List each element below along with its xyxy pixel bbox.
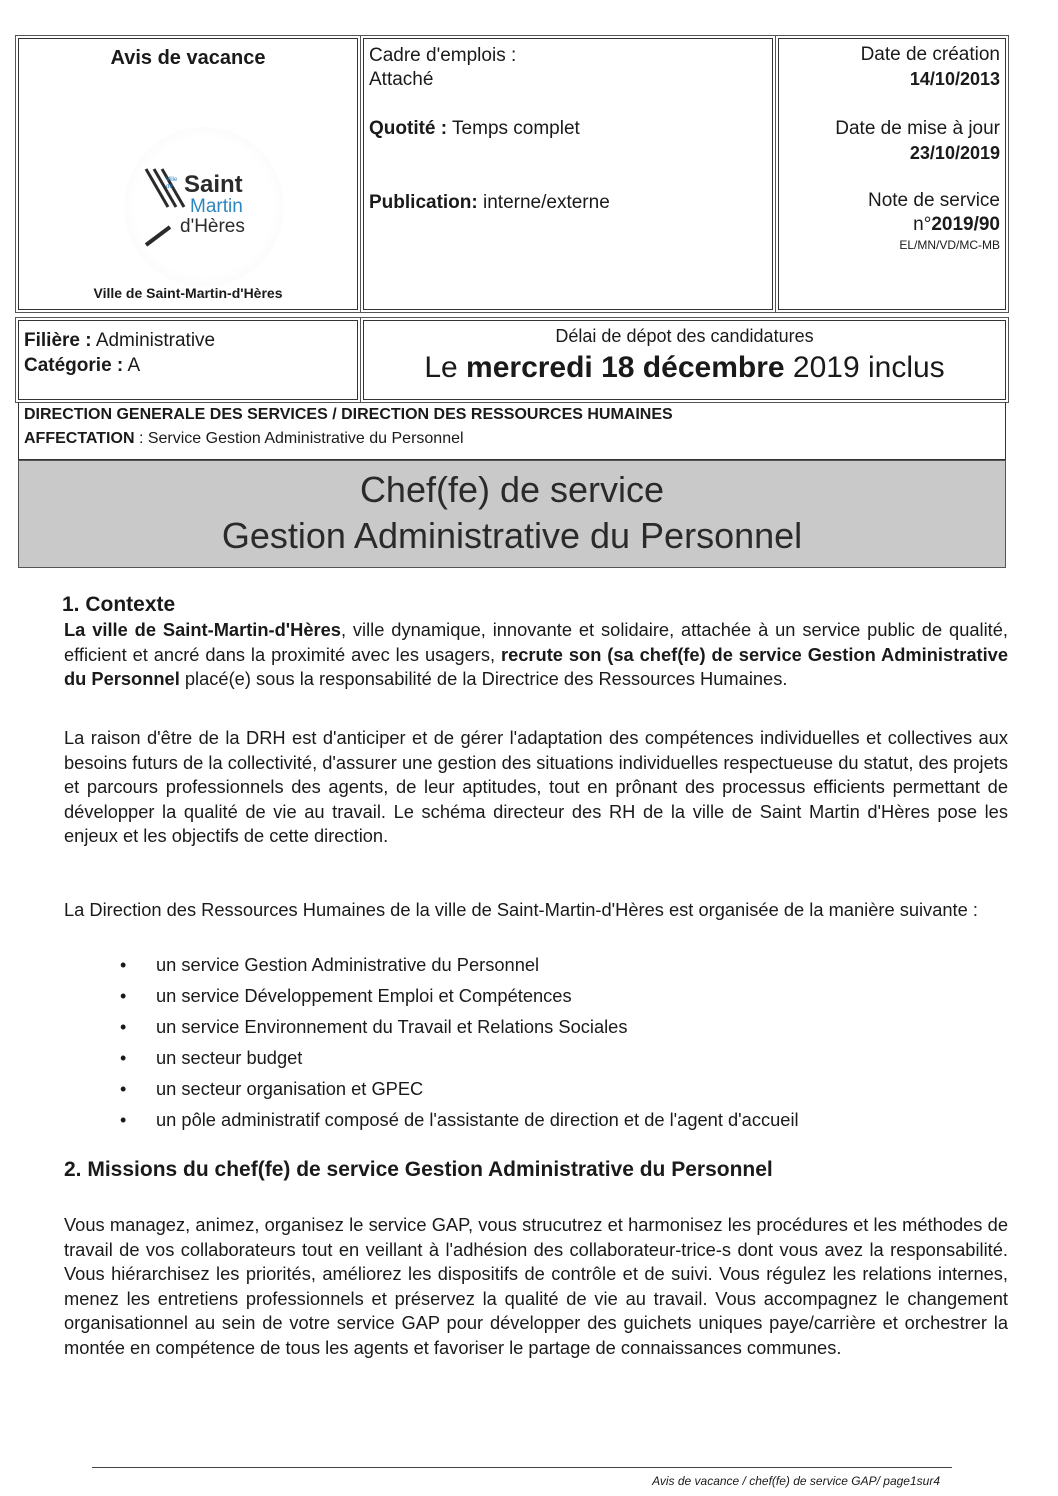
note-ref: EL/MN/VD/MC-MB (899, 238, 1000, 252)
note-number (913, 213, 1000, 237)
date-creation-value: 14/10/2013 (909, 69, 1000, 89)
logo-text-heres: d'Hères (180, 216, 245, 237)
section1-paragraph2: La raison d'être de la DRH est d'anticiper et de gérer l'adaptation des compétences individuelles et collectives aux besoins futurs de la collectivité, d'assurer une gestion des situations individuelles respectueuse du statut, des projets et parcours professionnels des agents, de leur aptitudes, tout en prônant des processus efficients permettant de développer la qualité de vie au travail. Le schéma directeur des RH de la ville de Saint Martin d'Hères pose les enjeux et les objectifs de cette direction. (64, 727, 1008, 846)
categorie-label: Catégorie : (24, 355, 124, 376)
quotite-line (369, 117, 580, 141)
job-title-line1: Chef(fe) de service (359, 469, 665, 510)
filiere-box (18, 320, 358, 400)
avis-title: Avis de vacance (110, 47, 266, 69)
delai-le: Le (424, 351, 458, 384)
publication-value: interne/externe (483, 192, 610, 213)
note-prefix: n° (913, 214, 932, 235)
affectation-line (24, 430, 464, 448)
delai-annee: 2019 inclus (792, 351, 945, 384)
list-item: • un secteur organisation et GPEC (120, 1077, 1000, 1108)
direction-line: DIRECTION GENERALE DES SERVICES / DIRECTION DES RESSOURCES HUMAINES (24, 406, 673, 423)
note-label: Note de service (867, 190, 1000, 211)
p1-text1: , ville dynamique, innovante et solidaire, attachée à un service public de qualité, efficient et ancré dans la proximité avec les usagers, (64, 619, 1008, 665)
quotite-value: Temps complet (452, 118, 580, 139)
date-maj-value: 23/10/2019 (909, 143, 1000, 163)
dates-box (778, 38, 1006, 310)
section1-heading: 1. Contexte (62, 593, 176, 616)
title-band (18, 460, 1006, 568)
list-item: • un service Développement Emploi et Compétences (120, 984, 1000, 1015)
list-item: • un service Environnement du Travail et Relations Sociales (120, 1015, 1000, 1046)
p1-bold-city: La ville de Saint-Martin-d'Hères (64, 619, 341, 640)
section1-paragraph1 (64, 618, 1008, 692)
delai-jour: mercredi 18 décembre (466, 351, 785, 384)
categorie-value: A (127, 355, 141, 376)
publication-line (369, 191, 610, 215)
section2-paragraph1: Vous managez, animez, organisez le service GAP, vous strucutrez et harmonisez les procédures et les méthodes de travail de vos collaborateurs tout en veillant à l'adhésion des collaborateur-trice-s dont vous avez la responsabilité. Vous hiérarchisez les priorités, améliorez les dispositifs de contrôle et de suivi. Vous régulez les relations internes, menez les entretiens professionnels et préservez la qualité de vie au travail. Vous accompagnez le changement organisationnel au sein de votre service GAP pour développer des guichets uniques paye/carrière et orchestrer la montée en compétence de tous les agents et favoriser le partage de connaissances communes. (64, 1214, 1008, 1358)
delai-date (364, 349, 1005, 387)
list-item: • un pôle administratif composé de l'assistante de direction et de l'agent d'accueil (120, 1108, 1000, 1139)
avis-box (18, 38, 358, 310)
filiere-line (24, 329, 215, 353)
delai-box (363, 320, 1006, 400)
city-logo (124, 127, 284, 287)
section2-heading: 2. Missions du chef(fe) de service Gestion Administrative du Personnel (64, 1158, 773, 1181)
direction-box (18, 402, 1006, 460)
filiere-label: Filière : (24, 330, 92, 351)
ville-label: Ville de Saint-Martin-d'Hères (93, 285, 283, 301)
note-value: 2019/90 (931, 214, 1000, 235)
cadre-box (363, 38, 773, 310)
quotite-label: Quotité : (369, 118, 448, 139)
affectation-value: : Service Gestion Administrative du Personnel (138, 430, 464, 447)
cadre-label: Cadre d'emplois : (369, 45, 517, 66)
footer-text: Avis de vacance / chef(fe) de service GAP/ page1sur4 (652, 1474, 940, 1488)
logo-text-ville: Ville de (166, 177, 178, 190)
logo-text-saint: Saint (184, 171, 243, 198)
affectation-label: AFFECTATION (24, 430, 135, 447)
logo-text-martin: Martin (190, 196, 243, 217)
p1-bold-recrute: recrute son (sa chef(fe) de service Gestion Administrative du Personnel (64, 643, 1008, 689)
section1-paragraph3: La Direction des Ressources Humaines de la ville de Saint-Martin-d'Hères est organisée de la manière suivante : (64, 899, 978, 920)
dre-structure-list (120, 953, 1000, 1139)
footer-divider (92, 1467, 952, 1468)
date-creation-label: Date de création (860, 44, 1000, 65)
publication-label: Publication: (369, 192, 478, 213)
date-maj-label: Date de mise à jour (835, 118, 1000, 139)
list-item: • un secteur budget (120, 1046, 1000, 1077)
cadre-value: Attaché (369, 69, 434, 90)
list-item: • un service Gestion Administrative du Personnel (120, 953, 1000, 984)
categorie-line (24, 354, 140, 378)
filiere-value: Administrative (95, 330, 216, 351)
p1-text2: placé(e) sous la responsabilité de la Directrice des Ressources Humaines. (179, 668, 788, 689)
job-title-line2: Gestion Administrative du Personnel (221, 515, 803, 556)
delai-label: Délai de dépot des candidatures (555, 326, 814, 346)
